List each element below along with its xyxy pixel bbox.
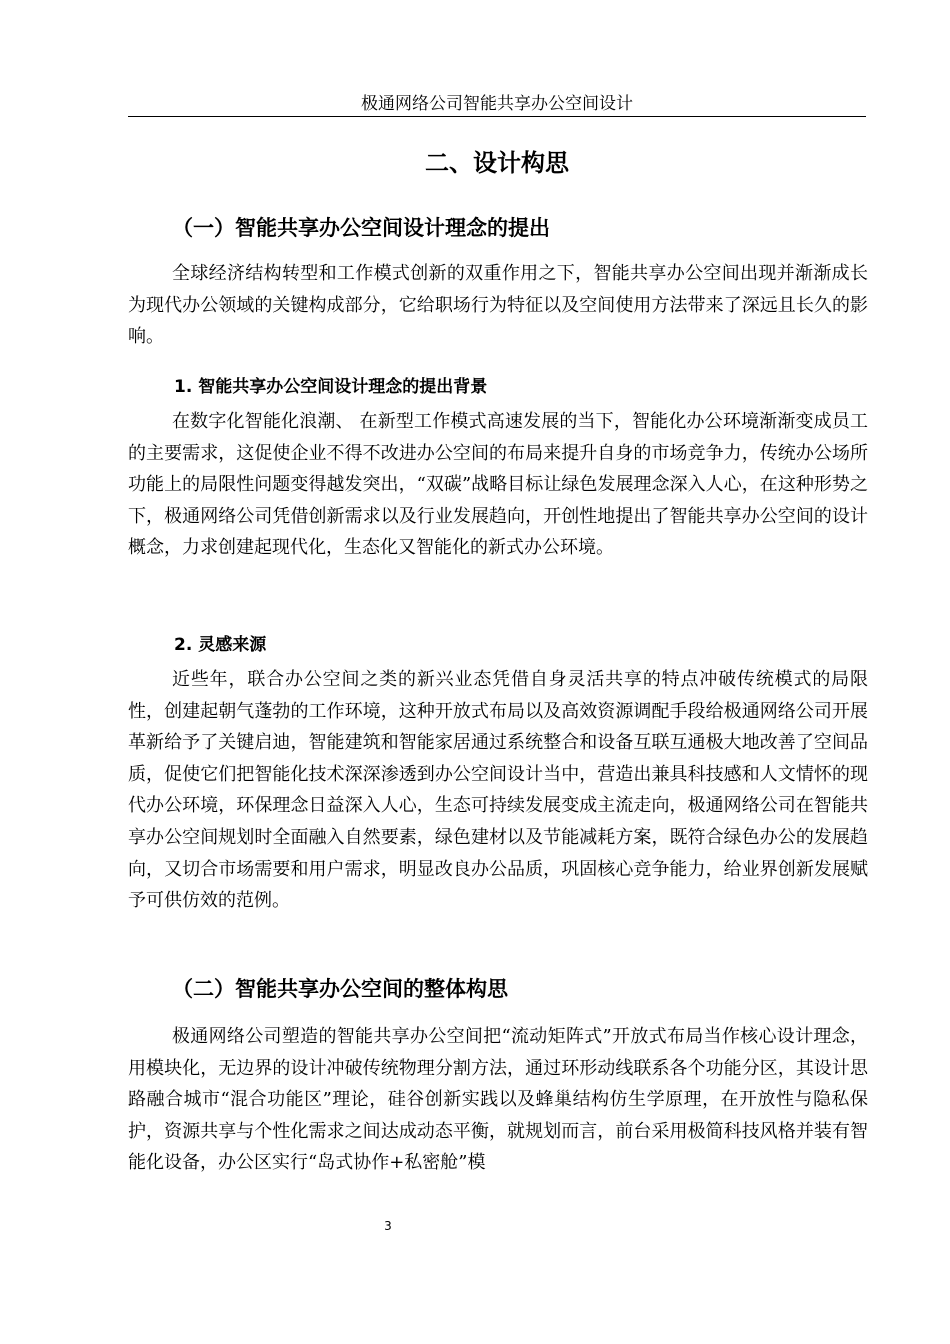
section-heading-1: （一）智能共享办公空间设计理念的提出 bbox=[172, 216, 550, 240]
chapter-title: 二、设计构思 bbox=[425, 149, 569, 177]
section-heading-2: （二）智能共享办公空间的整体构思 bbox=[172, 977, 508, 1001]
subheading-background: 1. 智能共享办公空间设计理念的提出背景 bbox=[174, 377, 488, 397]
running-header: 极通网络公司智能共享办公空间设计 bbox=[361, 94, 633, 114]
page-number: 3 bbox=[384, 1219, 392, 1233]
subheading-inspiration: 2. 灵感来源 bbox=[174, 635, 267, 655]
paragraph-intro: 全球经济结构转型和工作模式创新的双重作用之下，智能共享办公空间出现并渐渐成长为现代办公领域的关键构成部分，它给职场行为特征以及空间使用方法带来了深远且长久的影响。 bbox=[128, 263, 868, 348]
paragraph-background: 在数字化智能化浪潮、 在新型工作模式高速发展的当下，智能化办公环境渐渐变成员工的主要需求，这促使企业不得不改进办公空间的布局来提升自身的市场竞争力，传统办公场所功能上的局限性问题变得越发突出，“双碳”战略目标让绿色发展理念深入人心，在这种形势之下，极通网络公司凭借创新需求以及行业发展趋向，开创性地提出了智能共享办公空间的设计概念，力求创建起现代化，生态化又智能化的新式办公环境。 bbox=[128, 411, 868, 559]
paragraph-inspiration: 近些年，联合办公空间之类的新兴业态凭借自身灵活共享的特点冲破传统模式的局限性，创建起朝气蓬勃的工作环境，这种开放式布局以及高效资源调配手段给极通网络公司开展革新给予了关键启迪，智能建筑和智能家居通过系统整合和设备互联互通极大地改善了空间品质，促使它们把智能化技术深深渗透到办公空间设计当中，营造出兼具科技感和人文情怀的现代办公环境，环保理念日益深入人心，生态可持续发展变成主流走向，极通网络公司在智能共享办公空间规划时全面融入自然要素，绿色建材以及节能减耗方案，既符合绿色办公的发展趋向，又切合市场需要和用户需求，明显改良办公品质，巩固核心竞争能力，给业界创新发展赋予可供仿效的范例。 bbox=[128, 669, 868, 912]
header-rule bbox=[128, 116, 866, 117]
paragraph-overall-concept: 极通网络公司塑造的智能共享办公空间把“流动矩阵式”开放式布局当作核心设计理念，用模块化，无边界的设计冲破传统物理分割方法，通过环形动线联系各个功能分区，其设计思路融合城市“混合功能区”理论，硅谷创新实践以及蜂巢结构仿生学原理，在开放性与隐私保护，资源共享与个性化需求之间达成动态平衡，就规划而言，前台采用极简科技风格并装有智能化设备，办公区实行“岛式协作+私密舱”模 bbox=[128, 1026, 868, 1174]
